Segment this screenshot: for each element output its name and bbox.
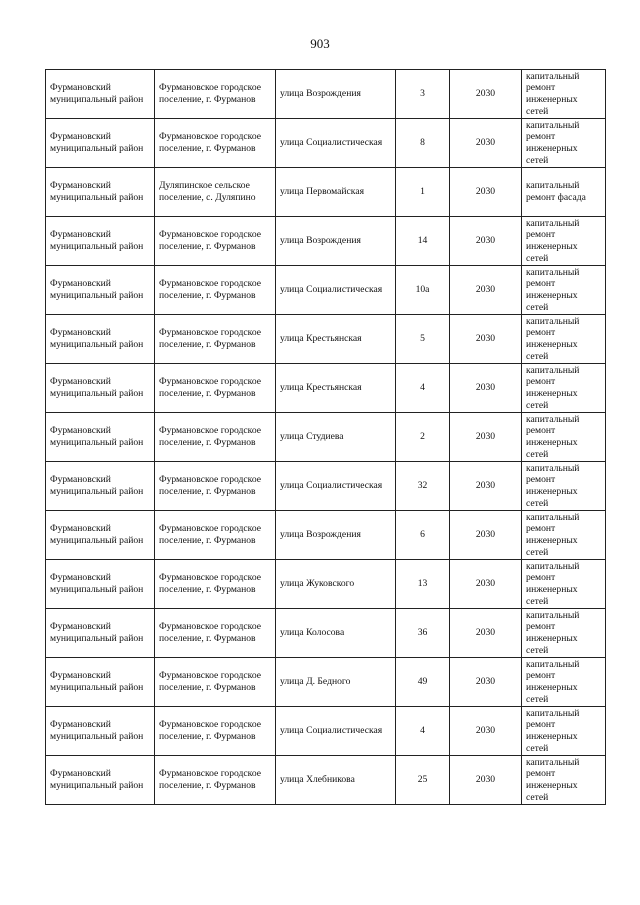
- work-type-cell: капитальный ремонт инженерных сетей: [522, 462, 606, 511]
- street-cell: улица Социалистическая: [276, 119, 396, 168]
- house-number-cell: 32: [396, 462, 450, 511]
- settlement-cell: Фурмановское городское поселение, г. Фурманов: [155, 658, 276, 707]
- district-cell: Фурмановский муниципальный район: [46, 609, 155, 658]
- table-row: [46, 609, 606, 658]
- work-type-cell: капитальный ремонт инженерных сетей: [522, 364, 606, 413]
- work-type-cell: капитальный ремонт инженерных сетей: [522, 707, 606, 756]
- district-cell: Фурмановский муниципальный район: [46, 413, 155, 462]
- district-cell: Фурмановский муниципальный район: [46, 364, 155, 413]
- street-cell: улица Д. Бедного: [276, 658, 396, 707]
- table-row: [46, 511, 606, 560]
- district-cell: Фурмановский муниципальный район: [46, 168, 155, 217]
- house-number-cell: 10а: [396, 266, 450, 315]
- house-number-cell: 2: [396, 413, 450, 462]
- district-cell: Фурмановский муниципальный район: [46, 756, 155, 805]
- street-cell: улица Социалистическая: [276, 266, 396, 315]
- work-type-cell: капитальный ремонт инженерных сетей: [522, 756, 606, 805]
- settlement-cell: Фурмановское городское поселение, г. Фурманов: [155, 315, 276, 364]
- table-row: [46, 560, 606, 609]
- year-cell: 2030: [450, 609, 522, 658]
- table-row: [46, 266, 606, 315]
- street-cell: улица Хлебникова: [276, 756, 396, 805]
- house-number-cell: 5: [396, 315, 450, 364]
- year-cell: 2030: [450, 217, 522, 266]
- table-row: [46, 217, 606, 266]
- settlement-cell: Фурмановское городское поселение, г. Фурманов: [155, 560, 276, 609]
- district-cell: Фурмановский муниципальный район: [46, 266, 155, 315]
- year-cell: 2030: [450, 560, 522, 609]
- table-row: [46, 756, 606, 805]
- table-row: [46, 119, 606, 168]
- settlement-cell: Фурмановское городское поселение, г. Фурманов: [155, 511, 276, 560]
- year-cell: 2030: [450, 658, 522, 707]
- year-cell: 2030: [450, 119, 522, 168]
- table-body: [46, 70, 606, 805]
- house-number-cell: 13: [396, 560, 450, 609]
- work-type-cell: капитальный ремонт инженерных сетей: [522, 511, 606, 560]
- district-cell: Фурмановский муниципальный район: [46, 560, 155, 609]
- district-cell: Фурмановский муниципальный район: [46, 658, 155, 707]
- street-cell: улица Крестьянская: [276, 364, 396, 413]
- house-number-cell: 4: [396, 707, 450, 756]
- housing-repair-table: [45, 69, 606, 805]
- work-type-cell: капитальный ремонт инженерных сетей: [522, 119, 606, 168]
- year-cell: 2030: [450, 413, 522, 462]
- year-cell: 2030: [450, 70, 522, 119]
- year-cell: 2030: [450, 462, 522, 511]
- work-type-cell: капитальный ремонт инженерных сетей: [522, 266, 606, 315]
- work-type-cell: капитальный ремонт инженерных сетей: [522, 413, 606, 462]
- work-type-cell: капитальный ремонт фасада: [522, 168, 606, 217]
- work-type-cell: капитальный ремонт инженерных сетей: [522, 70, 606, 119]
- street-cell: улица Студиева: [276, 413, 396, 462]
- house-number-cell: 49: [396, 658, 450, 707]
- work-type-cell: капитальный ремонт инженерных сетей: [522, 560, 606, 609]
- settlement-cell: Фурмановское городское поселение, г. Фурманов: [155, 413, 276, 462]
- table-row: [46, 413, 606, 462]
- settlement-cell: Фурмановское городское поселение, г. Фурманов: [155, 707, 276, 756]
- house-number-cell: 1: [396, 168, 450, 217]
- street-cell: улица Крестьянская: [276, 315, 396, 364]
- district-cell: Фурмановский муниципальный район: [46, 217, 155, 266]
- year-cell: 2030: [450, 364, 522, 413]
- district-cell: Фурмановский муниципальный район: [46, 315, 155, 364]
- street-cell: улица Социалистическая: [276, 707, 396, 756]
- page-number: 903: [310, 36, 330, 51]
- year-cell: 2030: [450, 756, 522, 805]
- district-cell: Фурмановский муниципальный район: [46, 707, 155, 756]
- street-cell: улица Социалистическая: [276, 462, 396, 511]
- year-cell: 2030: [450, 315, 522, 364]
- table-row: [46, 315, 606, 364]
- year-cell: 2030: [450, 168, 522, 217]
- settlement-cell: Фурмановское городское поселение, г. Фурманов: [155, 119, 276, 168]
- street-cell: улица Возрождения: [276, 217, 396, 266]
- settlement-cell: Фурмановское городское поселение, г. Фурманов: [155, 609, 276, 658]
- year-cell: 2030: [450, 266, 522, 315]
- table-row: [46, 168, 606, 217]
- street-cell: улица Колосова: [276, 609, 396, 658]
- street-cell: улица Первомайская: [276, 168, 396, 217]
- street-cell: улица Возрождения: [276, 70, 396, 119]
- year-cell: 2030: [450, 707, 522, 756]
- settlement-cell: Фурмановское городское поселение, г. Фурманов: [155, 462, 276, 511]
- table-row: [46, 70, 606, 119]
- work-type-cell: капитальный ремонт инженерных сетей: [522, 315, 606, 364]
- settlement-cell: Фурмановское городское поселение, г. Фурманов: [155, 217, 276, 266]
- settlement-cell: Фурмановское городское поселение, г. Фурманов: [155, 266, 276, 315]
- table-row: [46, 462, 606, 511]
- settlement-cell: Фурмановское городское поселение, г. Фурманов: [155, 70, 276, 119]
- house-number-cell: 14: [396, 217, 450, 266]
- house-number-cell: 8: [396, 119, 450, 168]
- district-cell: Фурмановский муниципальный район: [46, 70, 155, 119]
- settlement-cell: Фурмановское городское поселение, г. Фурманов: [155, 364, 276, 413]
- street-cell: улица Возрождения: [276, 511, 396, 560]
- district-cell: Фурмановский муниципальный район: [46, 511, 155, 560]
- work-type-cell: капитальный ремонт инженерных сетей: [522, 609, 606, 658]
- district-cell: Фурмановский муниципальный район: [46, 462, 155, 511]
- settlement-cell: Дуляпинское сельское поселение, с. Дуляпино: [155, 168, 276, 217]
- street-cell: улица Жуковского: [276, 560, 396, 609]
- work-type-cell: капитальный ремонт инженерных сетей: [522, 217, 606, 266]
- table-row: [46, 364, 606, 413]
- district-cell: Фурмановский муниципальный район: [46, 119, 155, 168]
- house-number-cell: 25: [396, 756, 450, 805]
- house-number-cell: 3: [396, 70, 450, 119]
- house-number-cell: 36: [396, 609, 450, 658]
- house-number-cell: 4: [396, 364, 450, 413]
- table-row: [46, 658, 606, 707]
- work-type-cell: капитальный ремонт инженерных сетей: [522, 658, 606, 707]
- house-number-cell: 6: [396, 511, 450, 560]
- year-cell: 2030: [450, 511, 522, 560]
- table-row: [46, 707, 606, 756]
- settlement-cell: Фурмановское городское поселение, г. Фурманов: [155, 756, 276, 805]
